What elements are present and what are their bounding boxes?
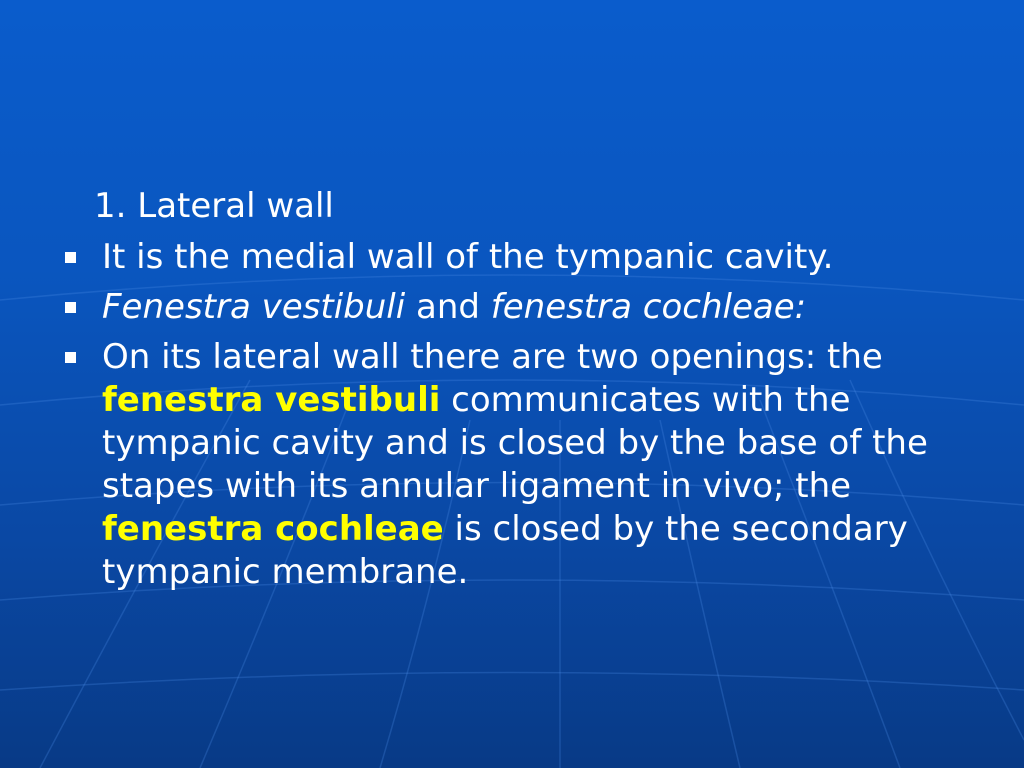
- square-bullet-icon: [65, 252, 76, 263]
- italic-term-fenestra-vestibuli: Fenestra vestibuli: [102, 287, 406, 327]
- bullet-text: and: [405, 287, 491, 327]
- square-bullet-icon: [65, 352, 76, 363]
- highlight-fenestra-cochleae: fenestra cochleae: [102, 509, 444, 549]
- square-bullet-icon: [65, 302, 76, 313]
- slide-content: [62, 184, 992, 601]
- slide-heading: 1. Lateral wall: [94, 186, 334, 226]
- bullet-text: It is the medial wall of the tympanic cavity.: [102, 237, 834, 277]
- highlight-fenestra-vestibuli: fenestra vestibuli: [102, 380, 441, 420]
- bullet-text: On its lateral wall there are two openings: the: [102, 337, 883, 377]
- bullet-list: [62, 236, 992, 594]
- bullet-text: is closed by the secondary tympanic membrane.: [102, 509, 908, 592]
- italic-term-fenestra-cochleae: fenestra cochleae:: [490, 287, 807, 327]
- bullet-item: [62, 286, 992, 329]
- bullet-item: [62, 336, 992, 594]
- bullet-text: communicates with the tympanic cavity and is closed by the base of the stapes with its annular ligament in vivo; the: [102, 380, 928, 506]
- bullet-item: [62, 236, 992, 279]
